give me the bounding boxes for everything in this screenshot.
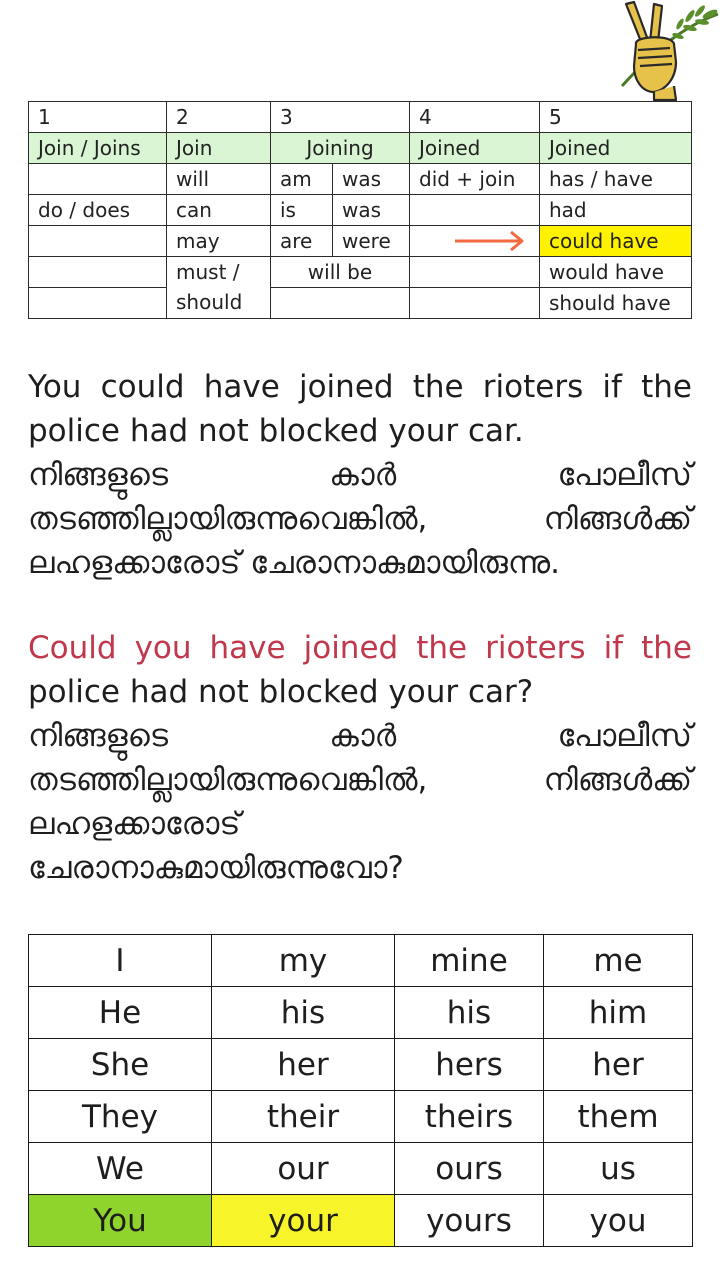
table-cell: yours [395, 1195, 544, 1247]
table-row [29, 102, 692, 133]
table-cell: should have [540, 288, 692, 319]
table-cell: will [167, 164, 271, 195]
table-cell: She [29, 1039, 212, 1091]
table-cell [410, 288, 540, 319]
table-cell: had [540, 195, 692, 226]
header-cell: 3 [271, 102, 410, 133]
table-row [29, 195, 692, 226]
must-text: must / [176, 260, 240, 284]
table-cell: are [271, 226, 333, 257]
form-cell: Joined [540, 133, 692, 164]
english-line: You could have joined the rioters if the [28, 369, 692, 405]
table-cell: their [212, 1091, 395, 1143]
table-cell [29, 164, 167, 195]
table-cell: hers [395, 1039, 544, 1091]
table-cell: me [544, 935, 693, 987]
header-cell: 2 [167, 102, 271, 133]
english-line: police had not blocked your car? [28, 674, 534, 710]
table-cell: mine [395, 935, 544, 987]
malayalam-line: ലഹളക്കാരോട് ചേരാനാകുമായിരുന്നു. [28, 545, 560, 581]
table-row [29, 288, 692, 319]
table-cell: you [544, 1195, 693, 1247]
table-cell: was [333, 195, 410, 226]
header-cell: 5 [540, 102, 692, 133]
table-cell: would have [540, 257, 692, 288]
table-cell [410, 195, 540, 226]
malayalam-line: ചേരാനാകുമായിരുന്നുവോ? [28, 850, 404, 886]
table-cell [271, 288, 410, 319]
malayalam-line: നിങ്ങളുടെ കാർ പോലീസ് [28, 718, 692, 754]
table-row [29, 164, 692, 195]
should-text: should [176, 290, 243, 314]
malayalam-line: തടഞ്ഞില്ലായിരുന്നുവെങ്കിൽ, നിങ്ങൾക്ക് [28, 762, 692, 798]
table-row [29, 987, 693, 1039]
example-sentence-question [28, 626, 692, 890]
header-cell: 1 [29, 102, 167, 133]
table-cell: They [29, 1091, 212, 1143]
table-row [29, 133, 692, 164]
table-cell: her [544, 1039, 693, 1091]
you-highlight-cell: You [29, 1195, 212, 1247]
table-cell: our [212, 1143, 395, 1195]
must-should-cell [167, 257, 271, 319]
table-cell: I [29, 935, 212, 987]
form-cell: Join [167, 133, 271, 164]
form-cell: Join / Joins [29, 133, 167, 164]
table-cell: his [212, 987, 395, 1039]
table-cell: her [212, 1039, 395, 1091]
form-cell: Joining [271, 133, 410, 164]
table-row [29, 257, 692, 288]
table-cell: were [333, 226, 410, 257]
table-cell: is [271, 195, 333, 226]
malayalam-line: നിങ്ങളുടെ കാർ പോലീസ് [28, 457, 692, 493]
your-highlight-cell: your [212, 1195, 395, 1247]
table-cell [29, 257, 167, 288]
table-cell: can [167, 195, 271, 226]
table-cell: them [544, 1091, 693, 1143]
table-row [29, 1039, 693, 1091]
pronoun-table [28, 934, 693, 1247]
table-cell: has / have [540, 164, 692, 195]
table-cell: do / does [29, 195, 167, 226]
table-cell: We [29, 1143, 212, 1195]
verb-tense-table [28, 101, 692, 319]
header-cell: 4 [410, 102, 540, 133]
english-line: police had not blocked your car. [28, 413, 524, 449]
table-cell [410, 257, 540, 288]
table-cell: was [333, 164, 410, 195]
table-row [29, 226, 692, 257]
table-cell: us [544, 1143, 693, 1195]
table-row [29, 935, 693, 987]
table-cell: my [212, 935, 395, 987]
malayalam-line: തടഞ്ഞില്ലായിരുന്നുവെങ്കിൽ, നിങ്ങൾക്ക് [28, 501, 692, 537]
form-cell: Joined [410, 133, 540, 164]
table-cell: theirs [395, 1091, 544, 1143]
malayalam-line: ലഹളക്കാരോട് [28, 806, 241, 842]
table-row [29, 1143, 693, 1195]
example-sentence-statement [28, 365, 692, 585]
table-cell: He [29, 987, 212, 1039]
table-cell [29, 288, 167, 319]
table-row [29, 1091, 693, 1143]
table-cell [29, 226, 167, 257]
arrow-cell [410, 226, 540, 257]
table-cell: him [544, 987, 693, 1039]
table-cell: may [167, 226, 271, 257]
table-cell: am [271, 164, 333, 195]
english-question-line: Could you have joined the rioters if the [28, 630, 692, 666]
table-cell: his [395, 987, 544, 1039]
table-cell: will be [271, 257, 410, 288]
table-cell: did + join [410, 164, 540, 195]
victory-hand-icon [614, 0, 720, 102]
could-have-highlight-cell: could have [540, 226, 692, 257]
table-cell: ours [395, 1143, 544, 1195]
arrow-right-icon [419, 226, 531, 256]
table-row [29, 1195, 693, 1247]
